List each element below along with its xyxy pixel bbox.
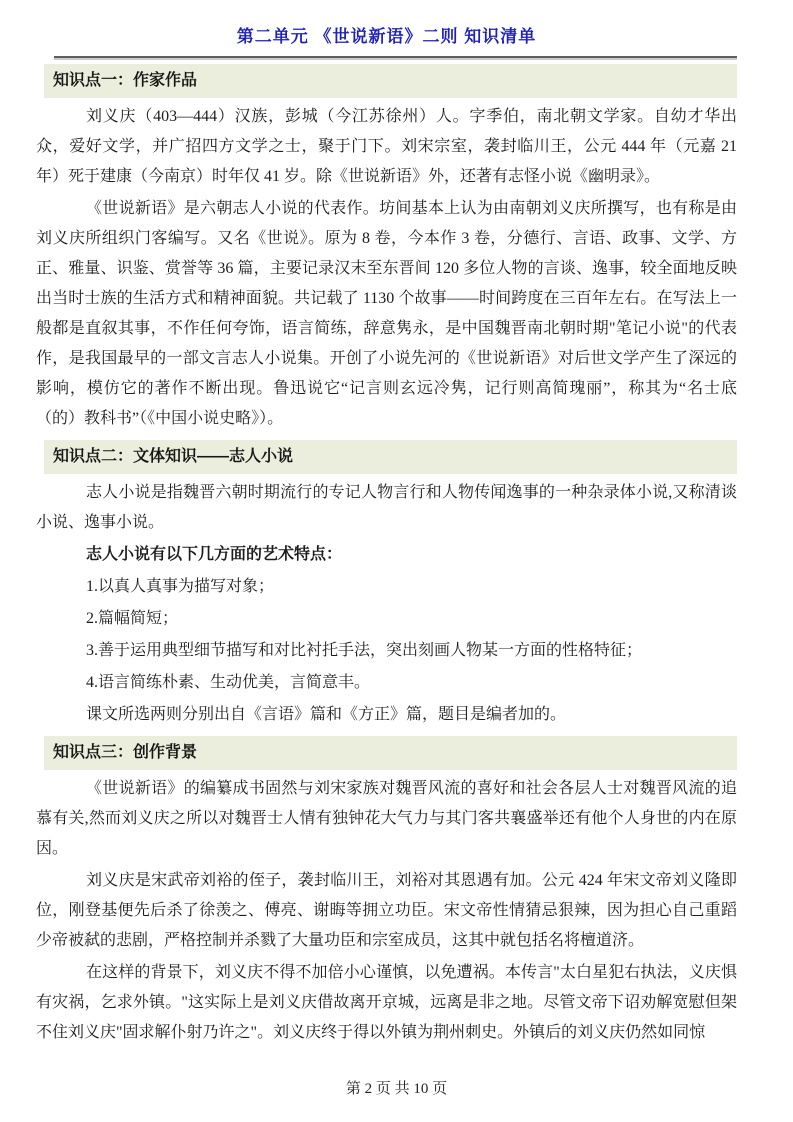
list-item-feature-2: 2.篇幅简短； <box>86 610 179 627</box>
paragraph-background-politics: 刘义庆是宋武帝刘裕的侄子，袭封临川王，刘裕对其恩遇有加。公元 424 年宋文帝刘义隆即位，刚登基便先后杀了徐羡之、傅亮、谢晦等拥立功臣。宋文帝性情猜忌狠辣，因为担心自己重蹈少帝被弑的悲剧，严格控制并杀戮了大量功臣和宗室成员，这其中就包括名将檀道济。 <box>36 872 737 949</box>
paragraph-background-caution: 在这样的背景下，刘义庆不得不加倍小心谨慎，以免遭祸。本传言"太白星犯右执法，义庆惧有灾祸，乞求外镇。"这实际上是刘义庆借故离开京城，远离是非之地。尽管文帝下诏劝解宽慰但架不住刘义庆"固求解仆射乃许之"。刘义庆终于得以外镇为荆州刺史。外镇后的刘义庆仍然如同惊 <box>36 964 737 1041</box>
paragraph-background-compilation: 《世说新语》的编纂成书固然与刘宋家族对魏晋风流的喜好和社会各层人士对魏晋风流的追慕有关,然而刘义庆之所以对魏晋士人情有独钟花大气力与其门客共襄盛举还有他个人身世的内在原因。 <box>36 780 737 857</box>
page-content <box>0 22 793 1048</box>
page-title: 第二单元 《世说新语》二则 知识清单 <box>236 27 537 46</box>
page-number: 第 2 页 共 10 页 <box>345 1081 448 1097</box>
list-item-feature-4: 4.语言简练朴素、生动优美，言简意丰。 <box>86 674 371 691</box>
section-heading-creation-background: 知识点三：创作背景 <box>44 736 737 770</box>
list-item-feature-1: 1.以真人真事为描写对象； <box>86 578 275 595</box>
section-heading-author-works: 知识点一：作家作品 <box>44 64 737 98</box>
list-item-feature-3: 3.善于运用典型细节描写和对比衬托手法，突出刻画人物某一方面的性格特征； <box>86 642 643 659</box>
paragraph-zhiren-definition: 志人小说是指魏晋六朝时期流行的专记人物言行和人物传闻逸事的一种杂录体小说,又称清谈小说、逸事小说。 <box>36 484 737 531</box>
paragraph-shishuoxinyu-intro: 《世说新语》是六朝志人小说的代表作。坊间基本上认为由南朝刘义庆所撰写，也有称是由刘义庆所组织门客编写。又名《世说》。原为 8 卷，今本作 3 卷，分德行、言语、政事、文学、方正、雅量、识鉴、赏誉等 36 篇，主要记录汉末至东晋间 120 多位人物的言谈、逸事，较全面地反映出当时士族的生活方式和精神面貌。共记载了 1130 个故事——时间跨度在三百年左右。在写法上一般都是直叙其事，不作任何夸饰，语言简练，辞意隽永，是中国魏晋南北朝时期"笔记小说"的代表作，是我国最早的一部文言志人小说集。开创了小说先河的《世说新语》对后世文学产生了深远的影响，模仿它的著作不断出现。鲁迅说它“记言则玄远冷隽，记行则高简瑰丽”，称其为“名士底（的）教科书”（《中国小说史略》）。 <box>36 200 737 427</box>
paragraph-liu-yiqing-bio: 刘义庆（403—444）汉族，彭城（今江苏徐州）人。字季伯，南北朝文学家。自幼才华出众，爱好文学，并广招四方文学之士，聚于门下。刘宋宗室，袭封临川王，公元 444 年（元嘉 21 年）死于建康（今南京）时年仅 41 岁。除《世说新语》外，还著有志怪小说《幽明录》。 <box>36 108 737 185</box>
title-divider <box>54 56 737 58</box>
section-heading-genre-knowledge: 知识点二：文体知识——志人小说 <box>44 440 737 474</box>
subheading-art-features: 志人小说有以下几方面的艺术特点： <box>86 546 343 563</box>
paragraph-source-note: 课文所选两则分别出自《言语》篇和《方正》篇，题目是编者加的。 <box>86 706 567 723</box>
